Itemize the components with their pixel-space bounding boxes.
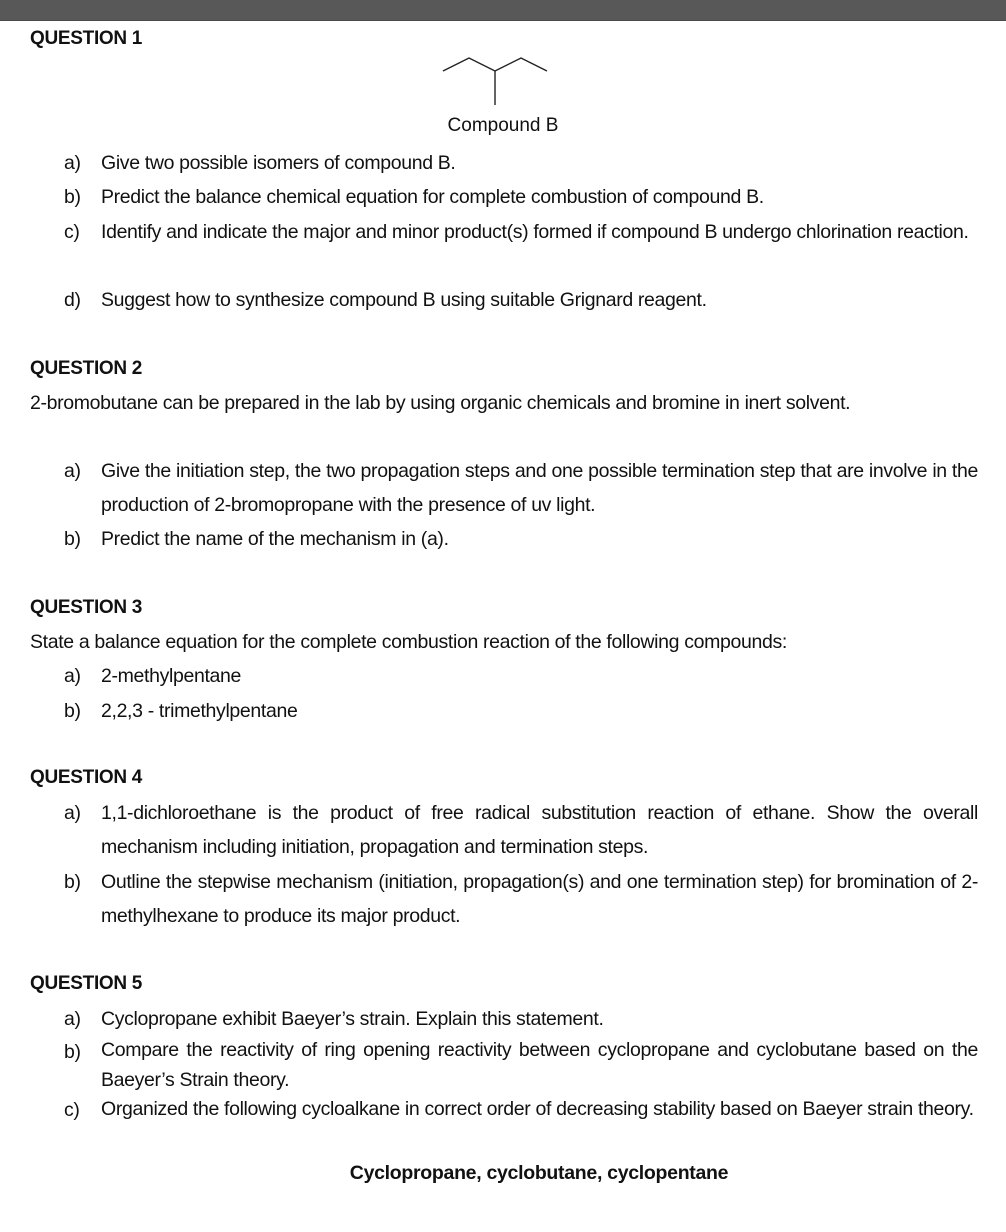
question-5-item-a [64, 1002, 978, 1036]
compound-b-caption: Compound B [447, 115, 559, 136]
item-text: Cyclopropane exhibit Baeyer’s strain. Explain this statement. [101, 1008, 604, 1030]
question-1-item-c [64, 215, 978, 249]
item-text: Identify and indicate the major and minor product(s) formed if compound B undergo chlorination reaction. [101, 221, 969, 243]
item-text: Give two possible isomers of compound B. [101, 152, 456, 174]
item-text: Suggest how to synthesize compound B using suitable Grignard reagent. [101, 289, 707, 311]
item-label: b) [64, 700, 81, 722]
question-3-title: QUESTION 3 [30, 597, 143, 618]
item-text: Give the initiation step, the two propagation steps and one possible termination step that are involve in the production of 2-bromopropane with the presence of uv light. [101, 460, 978, 516]
question-2-title: QUESTION 2 [30, 358, 143, 379]
skeletal-structure-icon [440, 55, 560, 107]
item-label: b) [64, 528, 81, 550]
question-4-title: QUESTION 4 [30, 767, 143, 788]
question-1-title: QUESTION 1 [30, 28, 143, 49]
item-label: c) [64, 1099, 80, 1121]
question-2-item-a [64, 454, 978, 522]
question-2-item-b [64, 522, 978, 556]
item-text: Outline the stepwise mechanism (initiation, propagation(s) and one termination step) for bromination of 2-methylhexane to produce its major product. [101, 871, 978, 927]
item-text: 2-methylpentane [101, 665, 242, 687]
window-top-bar [0, 0, 1006, 21]
question-3-item-a [64, 659, 978, 693]
question-4-item-b [64, 865, 978, 933]
question-5-title: QUESTION 5 [30, 973, 143, 994]
item-label: a) [64, 802, 81, 824]
item-label: a) [64, 460, 81, 482]
item-text: 1,1-dichloroethane is the product of free radical substitution reaction of ethane. Show the overall mechanism including initiation, propagation and termination steps. [101, 802, 978, 858]
question-3-intro: State a balance equation for the complete combustion reaction of the following compounds: [30, 631, 787, 653]
item-text: Organized the following cycloalkane in correct order of decreasing stability based on Baeyer strain theory. [101, 1098, 974, 1120]
question-5-item-c [64, 1093, 978, 1125]
item-label: b) [64, 1041, 81, 1063]
item-text: 2,2,3 - trimethylpentane [101, 700, 298, 722]
item-label: c) [64, 221, 80, 243]
item-label: a) [64, 1008, 81, 1030]
item-label: a) [64, 152, 81, 174]
question-5-item-b [64, 1035, 978, 1095]
question-2-intro: 2-bromobutane can be prepared in the lab by using organic chemicals and bromine in inert solvent. [30, 392, 851, 414]
question-1-item-b [64, 180, 978, 214]
item-label: a) [64, 665, 81, 687]
item-label: b) [64, 186, 81, 208]
question-1-item-a [64, 146, 978, 180]
cycloalkane-list: Cyclopropane, cyclobutane, cyclopentane [349, 1162, 729, 1184]
question-3-item-b [64, 694, 978, 728]
item-text: Compare the reactivity of ring opening reactivity between cyclopropane and cyclobutane based on the Baeyer’s Strain theory. [101, 1039, 978, 1091]
item-label: d) [64, 289, 81, 311]
question-1-item-d [64, 283, 978, 317]
item-text: Predict the name of the mechanism in (a). [101, 528, 449, 550]
item-text: Predict the balance chemical equation for complete combustion of compound B. [101, 186, 764, 208]
item-label: b) [64, 871, 81, 893]
question-4-item-a [64, 796, 978, 864]
